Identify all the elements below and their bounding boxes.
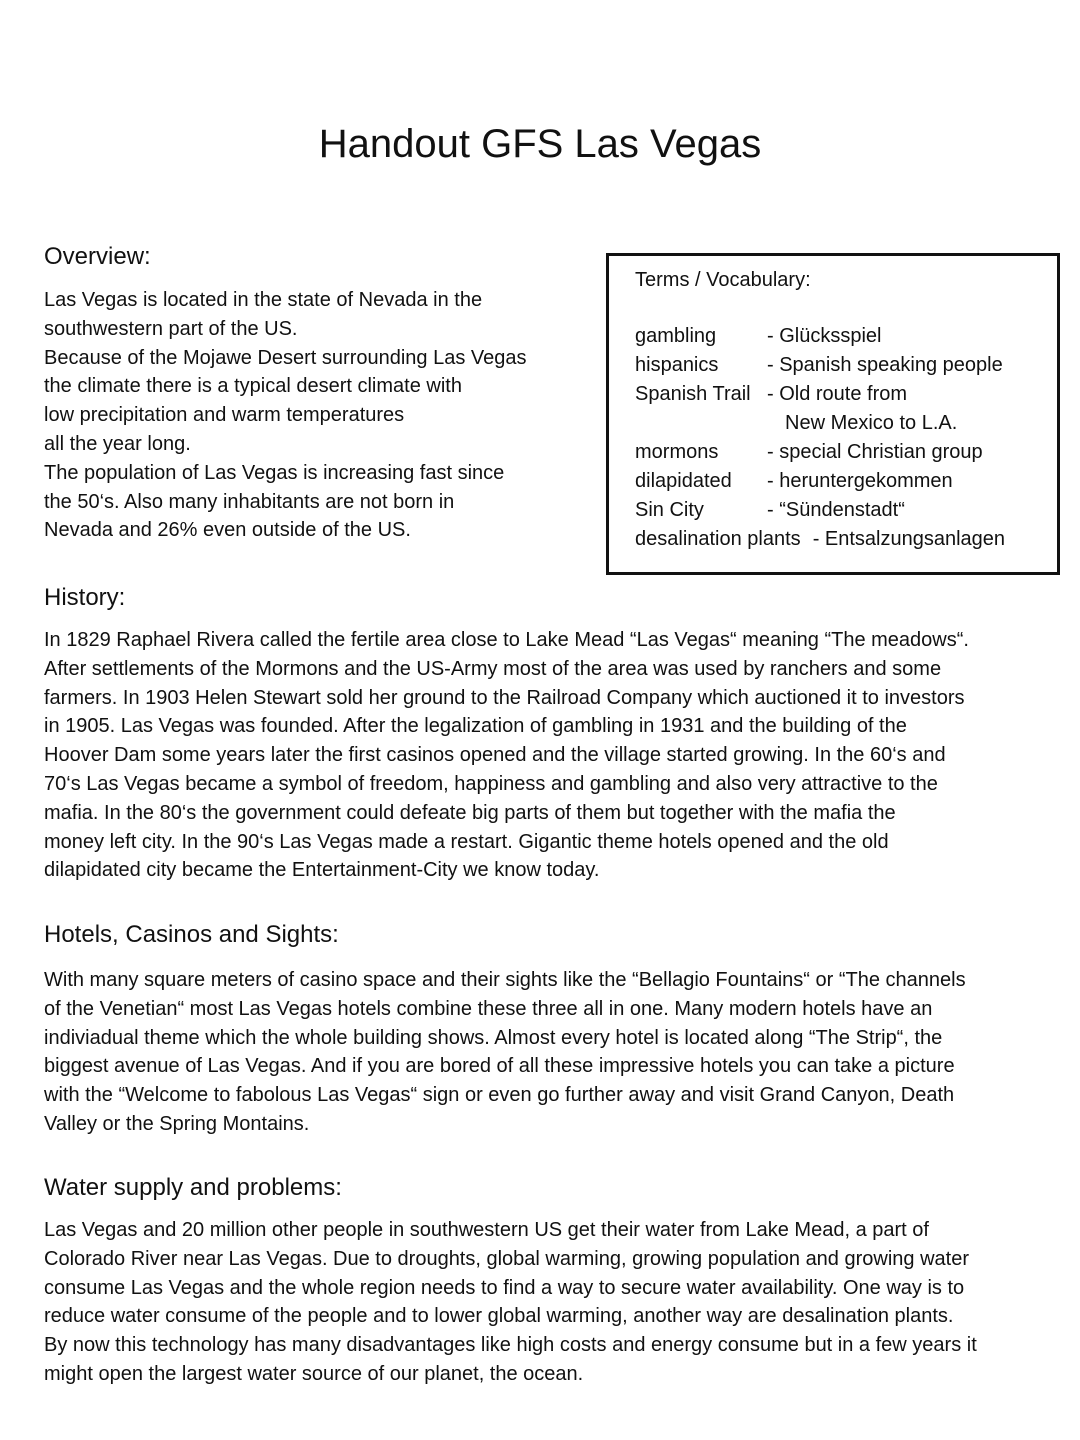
vocabulary-item: [785, 409, 957, 438]
history-line: farmers. In 1903 Helen Stewart sold her ground to the Railroad Company which auctioned it to investors: [44, 686, 965, 709]
hotels-line: biggest avenue of Las Vegas. And if you are bored of all these impressive hotels you can take a picture: [44, 1055, 955, 1078]
vocabulary-term: dilapidated: [635, 470, 732, 492]
overview-line: Las Vegas is located in the state of Nevada in the: [44, 289, 483, 311]
water-line: might open the largest water source of our planet, the ocean.: [44, 1362, 584, 1385]
history-paragraph: [44, 626, 969, 885]
vocabulary-item: [635, 351, 1003, 380]
water-line: Colorado River near Las Vegas. Due to droughts, global warming, growing population and growing water: [44, 1247, 969, 1270]
water-line: consume Las Vegas and the whole region needs to find a way to secure water availability. One way is to: [44, 1276, 965, 1299]
page-title: Handout GFS Las Vegas: [318, 122, 762, 166]
vocabulary-item: [635, 380, 907, 409]
vocabulary-title: Terms / Vocabulary:: [635, 269, 811, 291]
vocabulary-term: Spanish Trail: [635, 383, 751, 405]
vocabulary-translation: - Glücksspiel: [767, 325, 882, 347]
vocabulary-item: [635, 467, 953, 496]
vocabulary-item: [635, 496, 905, 525]
water-line: Las Vegas and 20 million other people in southwestern US get their water from Lake Mead, a part of: [44, 1219, 929, 1241]
history-line: After settlements of the Mormons and the US-Army most of the area was used by ranchers and some: [44, 657, 942, 680]
vocabulary-translation: - Old route from: [767, 383, 908, 405]
hotels-line: of the Venetian“ most Las Vegas hotels combine these three all in one. Many modern hotels have an: [44, 997, 933, 1020]
history-line: In 1829 Raphael Rivera called the fertile area close to Lake Mead “Las Vegas“ meaning “The meadows“.: [44, 629, 969, 651]
history-line: dilapidated city became the Entertainment-City we know today.: [44, 859, 600, 882]
vocabulary-translation: - Spanish speaking people: [767, 354, 1003, 376]
overview-paragraph: [44, 286, 527, 545]
vocabulary-term: Sin City: [635, 499, 704, 521]
vocabulary-term: desalination plants: [635, 528, 801, 550]
water-line: By now this technology has many disadvantages like high costs and energy consume but in a few years it: [44, 1334, 977, 1357]
vocabulary-term: mormons: [635, 441, 719, 463]
hotels-heading: Hotels, Casinos and Sights:: [44, 921, 339, 948]
overview-line: southwestern part of the US.: [44, 317, 298, 340]
hotels-line: with the “Welcome to fabolous Las Vegas“ sign or even go further away and visit Grand Canyon, Death: [44, 1084, 955, 1107]
hotels-line: indiviadual theme which the whole building shows. Almost every hotel is located along “The Strip“, the: [44, 1026, 943, 1049]
history-line: 70‘s Las Vegas became a symbol of freedom, happiness and gambling and also very attractive to the: [44, 772, 938, 795]
history-line: in 1905. Las Vegas was founded. After the legalization of gambling in 1931 and the building of the: [44, 715, 907, 738]
overview-heading: Overview:: [44, 243, 151, 270]
history-line: Hoover Dam some years later the first casinos opened and the village started growing. In the 60‘s and: [44, 744, 946, 767]
water-heading: Water supply and problems:: [44, 1174, 342, 1201]
vocabulary-box: [606, 253, 1060, 575]
history-line: money left city. In the 90‘s Las Vegas made a restart. Gigantic theme hotels opened and the old: [44, 830, 889, 853]
vocabulary-translation: - Entsalzungsanlagen: [812, 528, 1006, 550]
history-heading: History:: [44, 584, 126, 611]
vocabulary-translation: New Mexico to L.A.: [785, 412, 958, 434]
overview-line: low precipitation and warm temperatures: [44, 404, 405, 427]
water-line: reduce water consume of the people and to lower global warming, another way are desalination plants.: [44, 1305, 954, 1328]
overview-line: Because of the Mojawe Desert surrounding Las Vegas: [44, 346, 527, 369]
overview-line: Nevada and 26% even outside of the US.: [44, 519, 411, 542]
hotels-line: Valley or the Spring Montains.: [44, 1112, 310, 1135]
vocabulary-term: hispanics: [635, 354, 719, 376]
overview-line: all the year long.: [44, 432, 191, 455]
vocabulary-item: [635, 525, 1005, 554]
overview-line: the 50‘s. Also many inhabitants are not born in: [44, 490, 455, 513]
hotels-paragraph: [44, 966, 966, 1139]
overview-line: The population of Las Vegas is increasing fast since: [44, 461, 505, 484]
vocabulary-item: [635, 322, 881, 351]
vocabulary-translation: - “Sündenstadt“: [767, 499, 905, 521]
water-paragraph: [44, 1216, 977, 1389]
vocabulary-term: gambling: [635, 325, 717, 347]
history-line: mafia. In the 80‘s the government could defeate big parts of them but together with the mafia the: [44, 801, 896, 824]
overview-line: the climate there is a typical desert climate with: [44, 375, 462, 398]
vocabulary-item: [635, 438, 983, 467]
vocabulary-translation: - special Christian group: [767, 441, 983, 463]
hotels-line: With many square meters of casino space and their sights like the “Bellagio Fountains“ or “The channels: [44, 969, 966, 991]
vocabulary-translation: - heruntergekommen: [767, 470, 953, 492]
